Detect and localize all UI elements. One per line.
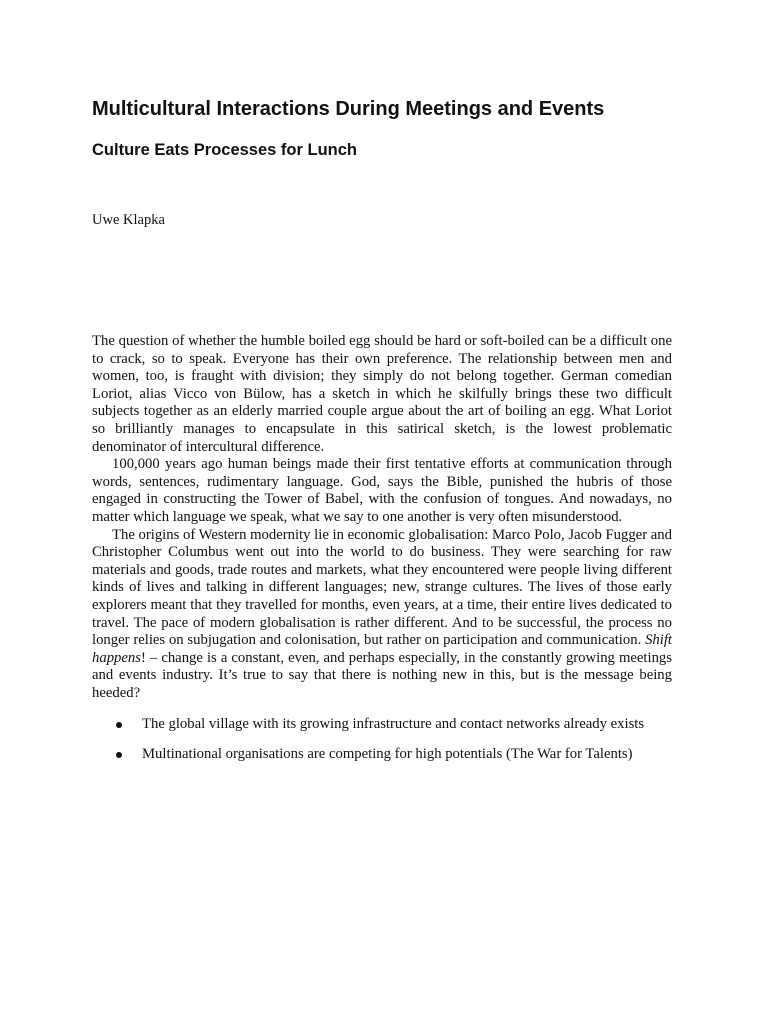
bullet-list bbox=[92, 716, 672, 763]
article-subtitle: Culture Eats Processes for Lunch bbox=[92, 141, 357, 159]
article-body bbox=[92, 333, 672, 702]
body-paragraph-1: The question of whether the humble boiled egg should be hard or soft-boiled can be a difficult one to crack, so to speak. Everyone has their own preference. The relationship between men and women, too, is fraught with division; they simply do not belong together. German comedian Loriot, alias Vicco von Bülow, has a sketch in which he skilfully brings these two difficult subjects together as an elderly married couple argue about the art of boiling an egg. What Loriot so brilliantly manages to encapsulate in this satirical sketch, is the lowest problematic denominator of intercultural difference. bbox=[92, 333, 672, 455]
bullet-dot-icon bbox=[116, 752, 122, 758]
document-page bbox=[92, 96, 672, 776]
bullet-item-text: The global village with its growing infrastructure and contact networks already exists bbox=[142, 716, 645, 733]
paragraph-3-text-start: The origins of Western modernity lie in economic globalisation: Marco Polo, Jacob Fugger and Christopher Columbus went out into the world to do business. They were searching for raw materials and goods, trade routes and markets, what they encountered were people living different kinds of lives and talking in different languages; new, strange cultures. The lives of those early explorers meant that they travelled for months, even years, at a time, their entire lives dedicated to travel. The pace of modern globalisation is rather different. And to be successful, the process no longer relies on subjugation and colonisation, but rather on participation and communication. bbox=[92, 526, 672, 649]
author-name: Uwe Klapka bbox=[92, 212, 165, 228]
body-paragraph-2: 100,000 years ago human beings made their first tentative efforts at communication through words, sentences, rudimentary language. God, says the Bible, punished the hubris of those engaged in constructing the Tower of Babel, with the confusion of tongues. And nowadays, no matter which language we speak, what we say to one another is very often misunderstood. bbox=[92, 456, 672, 525]
bullet-item-global-village bbox=[92, 716, 672, 734]
body-paragraph-3 bbox=[92, 527, 672, 703]
shift-happens-emphasis: Shift happens bbox=[92, 632, 672, 666]
article-title: Multicultural Interactions During Meetings and Events bbox=[92, 98, 605, 120]
bullet-dot-icon bbox=[116, 722, 122, 728]
bullet-item-text: Multinational organisations are competing for high potentials (The War for Talents) bbox=[142, 746, 633, 763]
bullet-item-multinational bbox=[92, 746, 672, 764]
paragraph-3-text-end: ! – change is a constant, even, and perhaps especially, in the constantly growing meetings and events industry. It’s true to say that there is nothing new in this, but is the message being heeded? bbox=[92, 649, 672, 701]
